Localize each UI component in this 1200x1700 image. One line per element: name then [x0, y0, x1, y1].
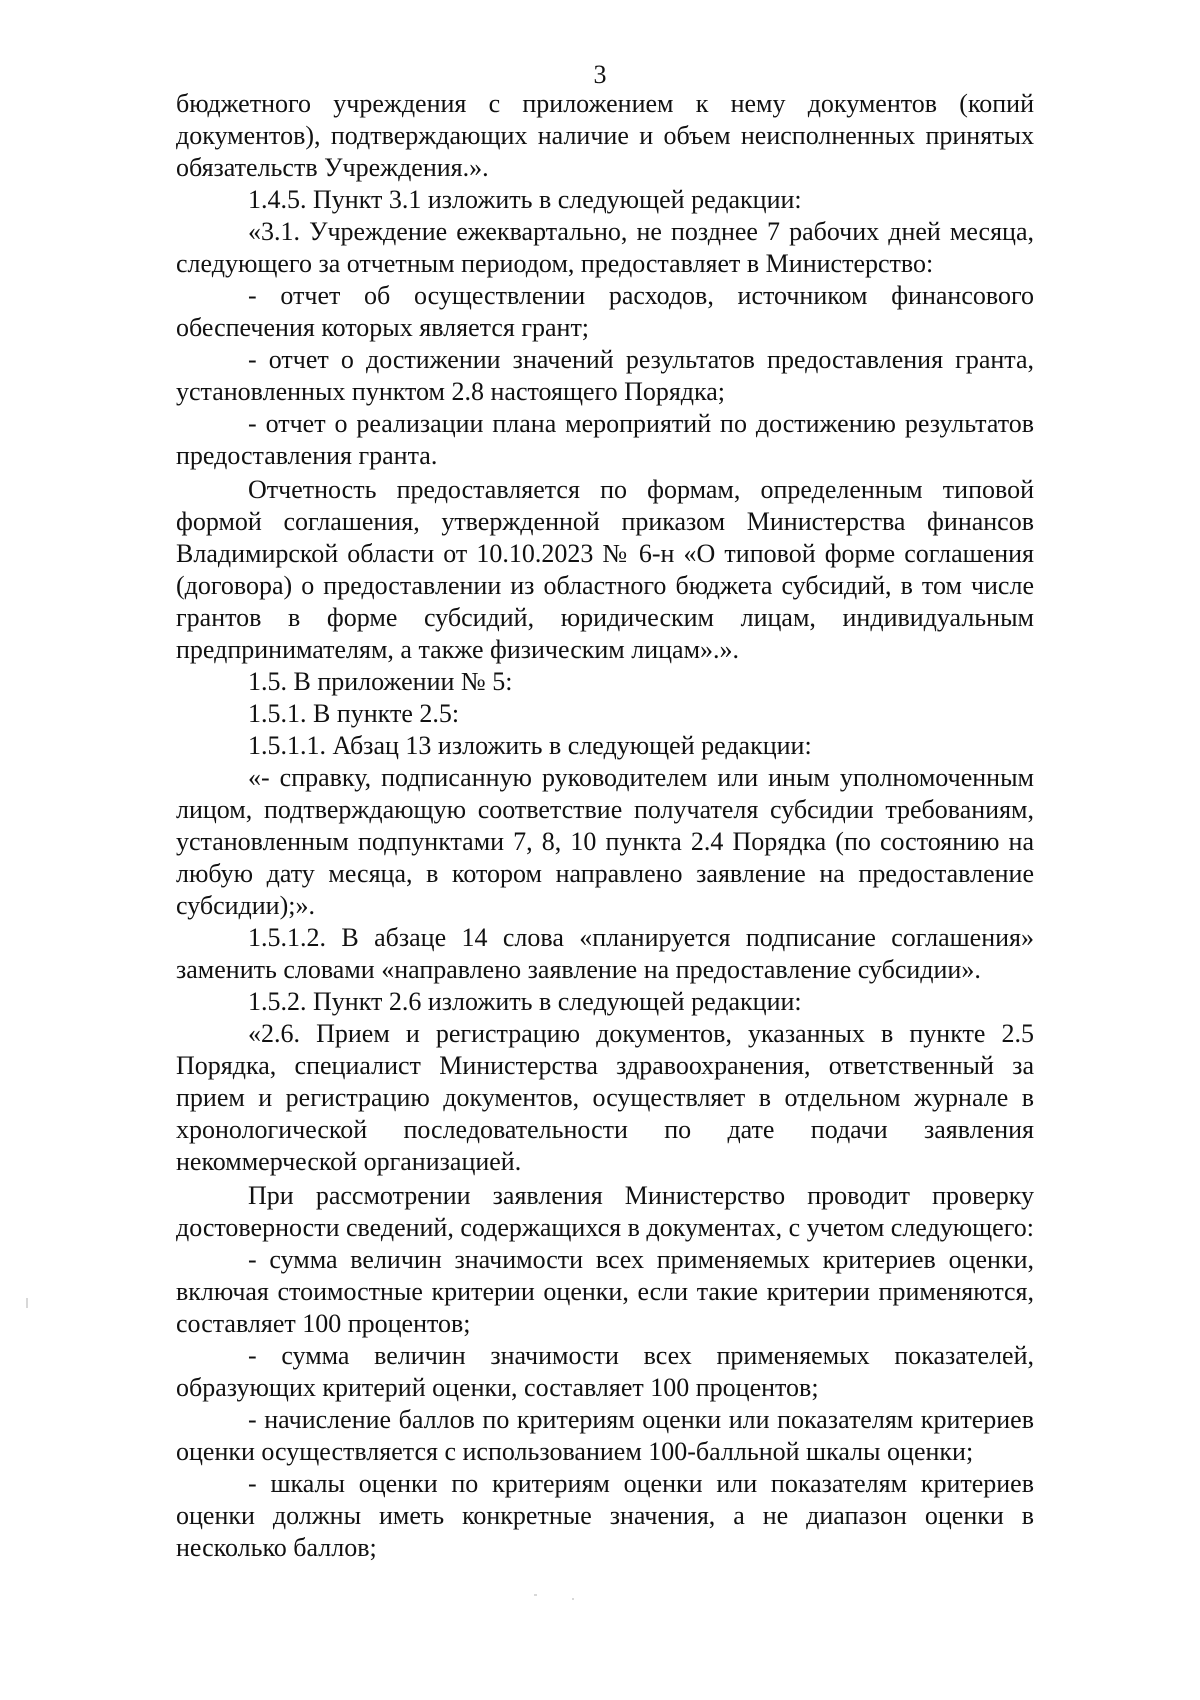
paragraph-clause-2-6: «2.6. Прием и регистрацию документов, указанных в пункте 2.5 Порядка, специалист Министерства здравоохранения, ответственный за прием и регистрацию документов, осуществляет в отдельном журнале в хронологической последовательности по дате подачи заявления некоммерческой организацией.	[176, 1019, 1034, 1176]
scan-artifact-mark	[26, 1298, 28, 1308]
paragraph-report-plan: - отчет о реализации плана мероприятий по достижению результатов предоставления гранта.	[176, 409, 1034, 470]
page-number: 3	[593, 60, 607, 89]
paragraph-clause-3-1: «3.1. Учреждение ежеквартально, не позднее 7 рабочих дней месяца, следующего за отчетным периодом, предоставляет в Министерство:	[176, 217, 1034, 278]
paragraph-certificate: «- справку, подписанную руководителем или иным уполномоченным лицом, подтверждающую соответствие получателя субсидии требованиям, установленным подпунктами 7, 8, 10 пункта 2.4 Порядка (по состоянию на любую дату месяца, в котором направлено заявление на предоставление субсидии);».	[176, 763, 1034, 920]
document-body	[176, 88, 1034, 1564]
paragraph-scoring: - начисление баллов по критериям оценки или показателям критериев оценки осуществляется с использованием 100-балльной шкалы оценки;	[176, 1405, 1034, 1466]
paragraph-reporting-forms: Отчетность предоставляется по формам, определенным типовой формой соглашения, утвержденной приказом Министерства финансов Владимирской области от 10.10.2023 № 6-н «О типовой форме соглашения (договора) о предоставлении из областного бюджета субсидий, в том числе грантов в форме субсидий, юридическим лицам, индивидуальным предпринимателям, а также физическим лицам».».	[176, 475, 1034, 664]
paragraph-report-results: - отчет о достижении значений результатов предоставления гранта, установленных пунктом 2.8 настоящего Порядка;	[176, 345, 1034, 406]
scan-artifact-mark	[534, 1594, 537, 1596]
paragraph-continuation: бюджетного учреждения с приложением к нему документов (копий документов), подтверждающих наличие и объем неисполненных принятых обязательств Учреждения.».	[176, 89, 1034, 182]
paragraph-review: При рассмотрении заявления Министерство проводит проверку достоверности сведений, содержащихся в документах, с учетом следующего:	[176, 1181, 1034, 1242]
paragraph-indicators-sum: - сумма величин значимости всех применяемых показателей, образующих критерий оценки, составляет 100 процентов;	[176, 1341, 1034, 1402]
paragraph-item-1-5-2: 1.5.2. Пункт 2.6 изложить в следующей редакции:	[248, 987, 802, 1016]
paragraph-item-1-5-1-1: 1.5.1.1. Абзац 13 изложить в следующей редакции:	[248, 731, 812, 760]
paragraph-item-1-4-5: 1.4.5. Пункт 3.1 изложить в следующей редакции:	[248, 185, 802, 214]
paragraph-item-1-5: 1.5. В приложении № 5:	[248, 667, 513, 696]
paragraph-item-1-5-1-2: 1.5.1.2. В абзаце 14 слова «планируется подписание соглашения» заменить словами «направлено заявление на предоставление субсидии».	[176, 923, 1034, 984]
scan-artifact-mark	[572, 1598, 574, 1600]
paragraph-report-expenses: - отчет об осуществлении расходов, источником финансового обеспечения которых является грант;	[176, 281, 1034, 342]
paragraph-criteria-sum: - сумма величин значимости всех применяемых критериев оценки, включая стоимостные критерии оценки, если такие критерии применяются, составляет 100 процентов;	[176, 1245, 1034, 1338]
paragraph-scales: - шкалы оценки по критериям оценки или показателям критериев оценки должны иметь конкретные значения, а не диапазон оценки в несколько баллов;	[176, 1469, 1034, 1562]
paragraph-item-1-5-1: 1.5.1. В пункте 2.5:	[248, 699, 460, 728]
